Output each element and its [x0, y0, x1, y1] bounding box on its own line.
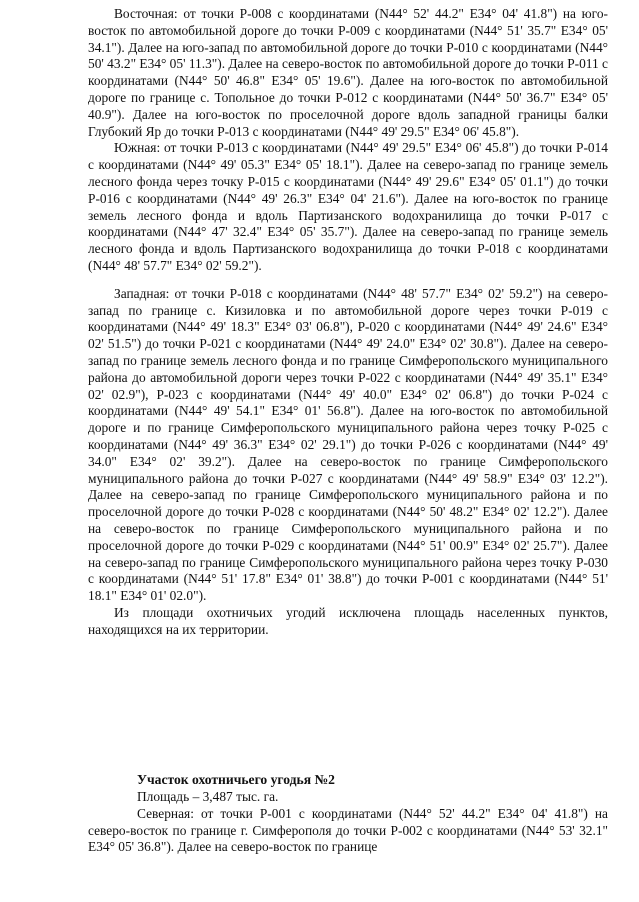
section-2-description — [88, 789, 608, 856]
exclusion-note-paragraph: Из площади охотничьих угодий исключена площадь населенных пунктов, находящихся на их территории. — [88, 604, 608, 637]
southern-boundary-paragraph: Южная: от точки Р-013 с координатами (N44° 49' 29.5" E34° 06' 45.8") до точки Р-014 с координатами (N44° 49' 05.3" E34° 05' 18.1"). Далее на северо-запад по границе земель лесного фонда через точку Р-015 с координатами (N44° 49' 29.6" E34° 05' 01.1") до точки Р-016 с координатами (N44° 49' 26.3" E34° 04' 21.6"). Далее на юго-восток по границе земель лесного фонда и вдоль Партизанского водохранилища до точки Р-017 с координатами (N44° 47' 32.4" E34° 05' 35.7"). Далее на северо-запад по границе земель лесного фонда и вдоль Партизанского водохранилища до точки Р-018 с координатами (N44° 48' 57.7" E34° 02' 59.2"). — [88, 140, 608, 273]
eastern-boundary-paragraph: Восточная: от точки Р-008 с координатами (N44° 52' 44.2" E34° 04' 41.8") на юго-восток по автомобильной дороге до точки Р-009 с координатами (N44° 51' 35.7" E34° 05' 34.1"). Далее на юго-запад по автомобильной дороге до точки Р-010 с координатами (N44° 50' 43.2" E34° 05' 11.3"). Далее на северо-восток по автомобильной дороге до точки Р-011 с координатами (N44° 50' 46.8" E34° 05' 19.6"). Далее на юго-восток по автомобильной дороге по границе с. Топольное до точки Р-012 с координатами (N44° 50' 36.7" E34° 05' 40.9"). Далее на юго-восток по проселочной дороге вдоль западной границы балки Глубокий Яр до точки Р-013 с координатами (N44° 49' 29.5" E34° 06' 45.8"). — [88, 6, 608, 139]
northern-boundary-paragraph: Северная: от точки Р-001 с координатами (N44° 52' 44.2" E34° 04' 41.8") на северо-восток по границе г. Симферополя до точки Р-002 с координатами (N44° 53' 32.1" E34° 05' 36.8"). Далее на северо-восток по границе — [88, 805, 608, 855]
area-line: Площадь – 3,487 тыс. га. — [137, 789, 279, 804]
boundary-description — [88, 6, 608, 638]
western-boundary-paragraph: Западная: от точки Р-018 с координатами (N44° 48' 57.7" E34° 02' 59.2") на северо-запад по границе с. Кизиловка и по автомобильной дороге через точки Р-019 с координатами (N44° 49' 18.3" E34° 03' 06.8"), Р-020 с координатами (N44° 49' 24.6" E34° 02' 51.5") до точки Р-021 с координатами (N44° 49' 24.0" E34° 02' 30.8"). Далее на северо-запад по границе земель лесного фонда и по границе Симферопольского муниципального района до автомобильной дороги через точки Р-022 с координатами (N44° 49' 35.1" E34° 02' 02.9"), Р-023 с координатами (N44° 49' 40.0" E34° 02' 06.8") до точки Р-024 с координатами (N44° 49' 54.1" E34° 01' 56.8"). Далее на юго-восток по автомобильной дороге и по границе Симферопольского муниципального района через точку Р-025 с координатами (N44° 49' 36.3" E34° 02' 29.1") до точки Р-026 с координатами (N44° 49' 34.0" E34° 02' 39.2"). Далее на северо-восток по границе Симферопольского муниципального района до точки Р-027 с координатами (N44° 49' 58.9" E34° 03' 12.2"). Далее на северо-запад по границе Симферопольского муниципального района и по проселочной дороге до точки Р-028 с координатами (N44° 50' 48.2" E34° 02' 12.2"). Далее на северо-восток по границе Симферопольского муниципального района и по проселочной дороге до точки Р-029 с координатами (N44° 51' 00.9" E34° 02' 25.7"). Далее на северо-запад по границе Симферопольского муниципального района через точку Р-030 с координатами (N44° 51' 17.8" E34° 01' 38.8") до точки Р-001 с координатами (N44° 51' 18.1" E34° 01' 02.0"). — [88, 285, 608, 604]
section-heading: Участок охотничьего угодья №2 — [137, 772, 335, 787]
